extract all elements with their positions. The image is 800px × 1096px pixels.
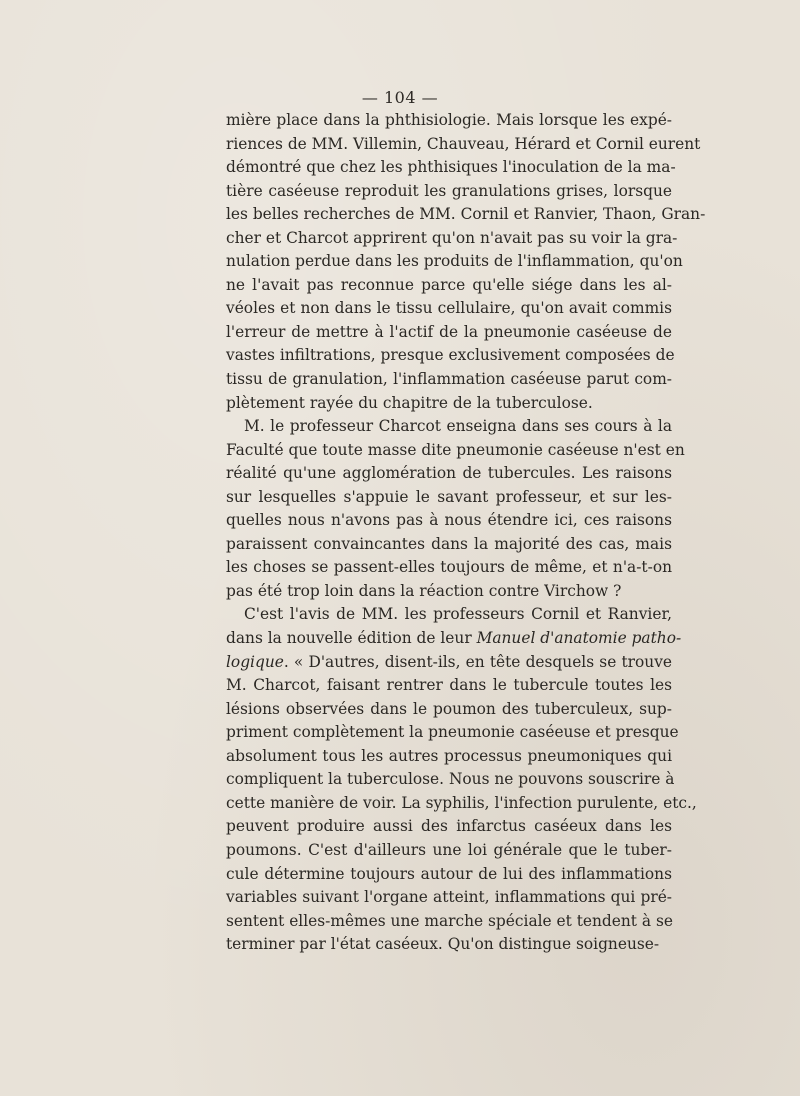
text-line: C'est l'avis de MM. les professeurs Cornil et Ranvier,: [244, 605, 672, 624]
text-line: nulation perdue dans les produits de l'inflammation, qu'on: [226, 252, 683, 271]
text-line: sur lesquelles s'appuie le savant professeur, et sur les-: [226, 487, 672, 506]
text-line: lésions observées dans le poumon des tuberculeux, sup-: [226, 699, 672, 718]
text-line: cule détermine toujours autour de lui des inflammations: [226, 864, 672, 883]
text-line: compliquent la tuberculose. Nous ne pouvons souscrire à: [226, 770, 675, 789]
text-line: priment complètement la pneumonie caséeuse et presque: [226, 723, 679, 742]
text-line: sentent elles-mêmes une marche spéciale et tendent à se: [226, 911, 673, 930]
text-line: l'erreur de mettre à l'actif de la pneumonie caséeuse de: [226, 322, 672, 341]
text-line: absolument tous les autres processus pneumoniques qui: [226, 746, 672, 765]
text-line: paraissent convaincantes dans la majorité des cas, mais: [226, 534, 672, 553]
text-line: tissu de granulation, l'inflammation caséeuse parut com-: [226, 370, 672, 389]
text-line: M. Charcot, faisant rentrer dans le tubercule toutes les: [226, 676, 672, 695]
text-line: les belles recherches de MM. Cornil et Ranvier, Thaon, Gran-: [226, 205, 706, 224]
text-line: variables suivant l'organe atteint, inflammations qui pré-: [226, 888, 672, 907]
body-text: [226, 109, 706, 957]
text-line: véoles et non dans le tissu cellulaire, qu'on avait commis: [226, 299, 672, 318]
text-line: poumons. C'est d'ailleurs une loi générale que le tuber-: [226, 840, 672, 859]
text-line: démontré que chez les phthisiques l'inoculation de la ma-: [226, 158, 676, 177]
text-line: tière caséeuse reproduit les granulations grises, lorsque: [226, 181, 672, 200]
book-title: logique: [226, 652, 284, 671]
book-title: Manuel d'anatomie patho-: [476, 629, 682, 648]
text-line: quelles nous n'avons pas à nous étendre ici, ces raisons: [226, 511, 672, 530]
text-line: réalité qu'une agglomération de tubercules. Les raisons: [226, 464, 672, 483]
text-line: cher et Charcot apprirent qu'on n'avait pas su voir la gra-: [226, 228, 678, 247]
text-line: peuvent produire aussi des infarctus caséeux dans les: [226, 817, 672, 836]
text-line: vastes infiltrations, presque exclusivement composées de: [226, 346, 675, 365]
page-number: — 104 —: [361, 88, 439, 107]
text-line: les choses se passent-elles toujours de même, et n'a-t-on: [226, 558, 672, 577]
text-line: dans la nouvelle édition de leur Manuel d'anatomie patho-: [226, 629, 682, 648]
text-line: M. le professeur Charcot enseigna dans ses cours à la: [244, 417, 672, 436]
text-line: cette manière de voir. La syphilis, l'infection purulente, etc.,: [226, 793, 697, 812]
text-line: logique. « D'autres, disent-ils, en tête desquels se trouve: [226, 652, 672, 671]
text-line: pas été trop loin dans la réaction contre Virchow ?: [226, 581, 622, 600]
text-line: terminer par l'état caséeux. Qu'on distingue soigneuse-: [226, 935, 660, 954]
text-line: ne l'avait pas reconnue parce qu'elle siége dans les al-: [226, 275, 672, 294]
text-line: Faculté que toute masse dite pneumonie caséeuse n'est en: [226, 440, 685, 459]
text-line: plètement rayée du chapitre de la tuberculose.: [226, 393, 593, 412]
text-line: riences de MM. Villemin, Chauveau, Hérard et Cornil eurent: [226, 134, 701, 153]
text-line: mière place dans la phthisiologie. Mais lorsque les expé-: [226, 111, 672, 129]
